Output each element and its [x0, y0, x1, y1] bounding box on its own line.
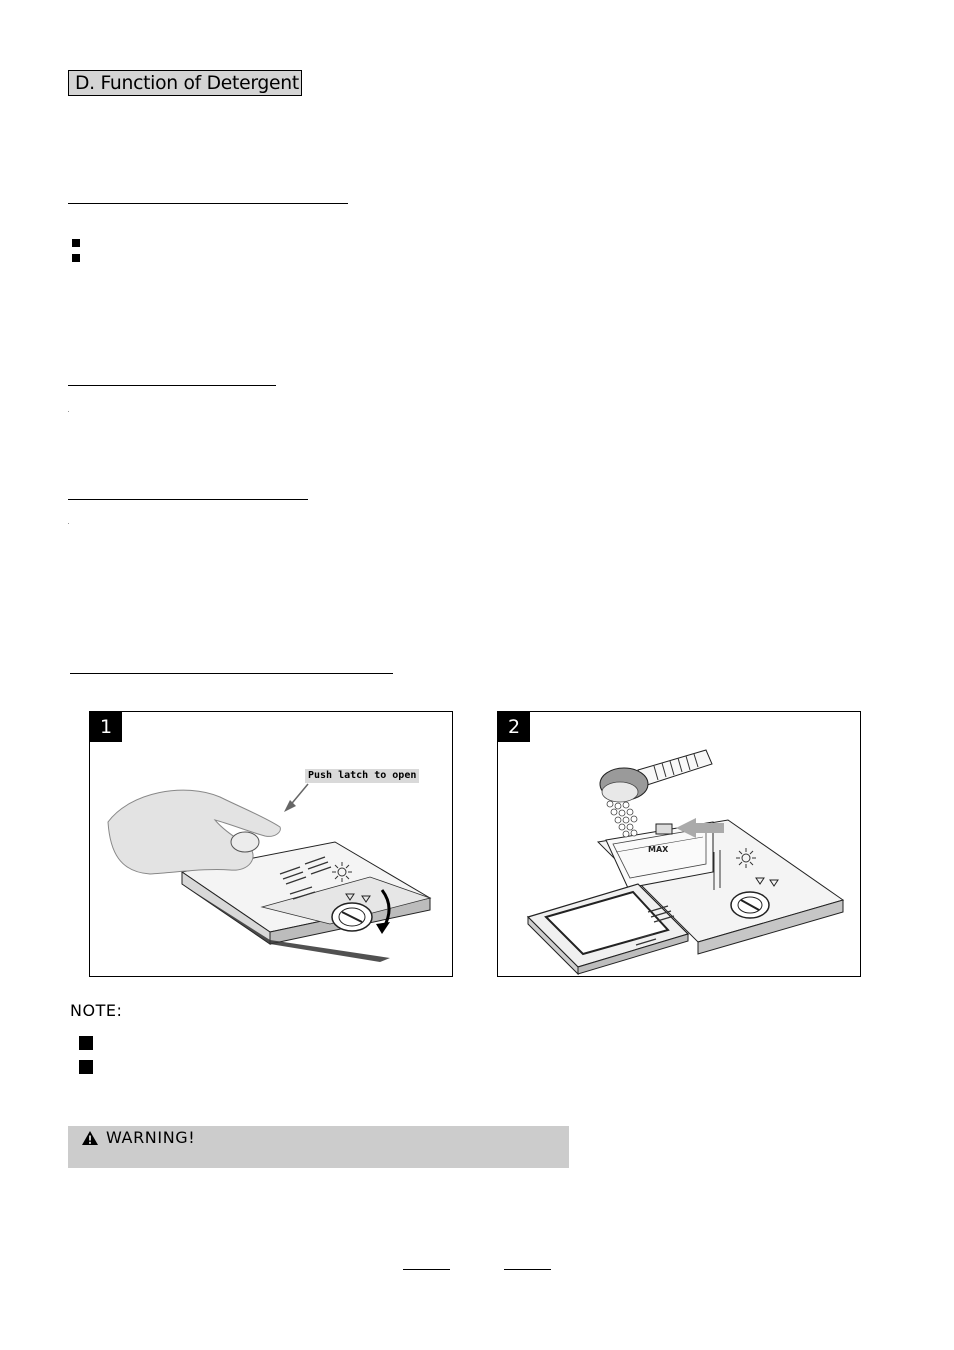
detergent-pouring-illustration	[498, 712, 861, 977]
detergent-granules	[607, 801, 637, 837]
dispenser-hand-illustration	[90, 712, 453, 977]
figure-2-add-detergent	[497, 711, 861, 977]
footer-underline	[504, 1269, 551, 1270]
note-label: NOTE:	[70, 1001, 123, 1020]
bullet-square	[72, 239, 80, 247]
text-mark	[68, 523, 69, 524]
subheading-rule-4	[70, 673, 393, 674]
subheading-rule-1	[68, 203, 348, 204]
warning-triangle-icon	[81, 1130, 99, 1146]
figure-number-badge: 2	[498, 712, 530, 742]
thumb	[231, 832, 259, 852]
bullet-square	[72, 254, 80, 262]
note-bullet-square	[79, 1060, 93, 1074]
warning-label: WARNING!	[106, 1128, 196, 1147]
max-mark: MAX	[648, 845, 669, 854]
push-latch-callout: Push latch to open	[305, 769, 419, 783]
figure-number-badge: 1	[90, 712, 122, 742]
latch	[656, 824, 672, 834]
subheading-rule-3	[68, 499, 308, 500]
figure-1-open-dispenser	[89, 711, 453, 977]
note-bullet-square	[79, 1036, 93, 1050]
footer-underline	[403, 1269, 450, 1270]
section-title: D. Function of Detergent	[68, 70, 302, 96]
text-mark	[68, 411, 69, 412]
warning-bar	[68, 1126, 569, 1168]
subheading-rule-2	[68, 385, 276, 386]
detergent-scoop	[600, 750, 712, 802]
